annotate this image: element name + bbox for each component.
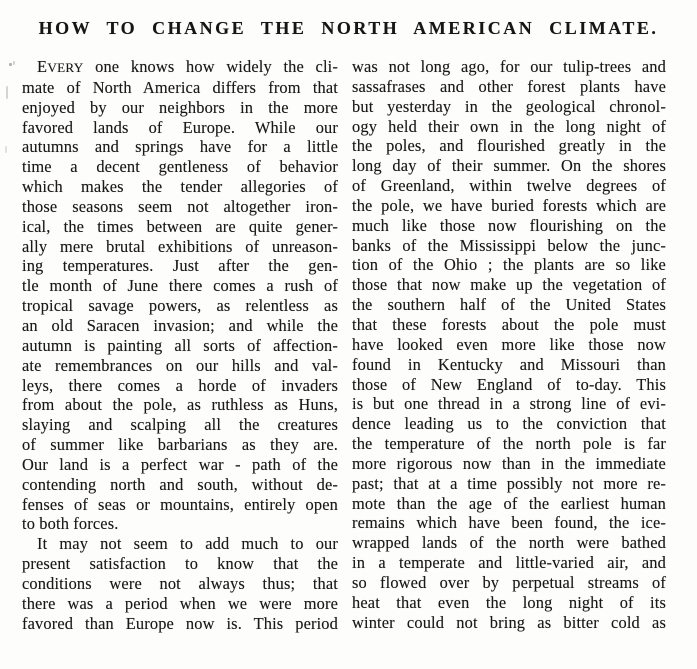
text-line: tropical savage powers, as relentless as bbox=[22, 296, 338, 316]
page-title: HOW TO CHANGE THE NORTH AMERICAN CLIMATE. bbox=[38, 18, 659, 38]
text-line: there was a period when we were more bbox=[22, 593, 338, 613]
text-line: sassafrases and other forest plants have bbox=[352, 76, 666, 96]
text-line: past; that at a time possibly not more re- bbox=[352, 473, 666, 493]
text-line: was not long ago, for our tulip-trees and bbox=[352, 57, 666, 76]
text-line: found in Kentucky and Missouri than bbox=[352, 354, 666, 374]
text-line: those that now make up the vegetation of bbox=[352, 275, 666, 295]
text-column-left bbox=[22, 57, 338, 633]
scan-speck-icon bbox=[6, 86, 8, 99]
text-line: much like those now flourishing on the bbox=[352, 215, 666, 235]
text-line: winter could not bring as bitter cold as bbox=[352, 612, 666, 632]
text-line: enjoyed by our neighbors in the more bbox=[22, 97, 338, 117]
text-line: favored than Europe now is. This period bbox=[22, 613, 338, 633]
text-line: but yesterday in the geological chronol- bbox=[352, 96, 666, 116]
text-column-right bbox=[352, 57, 666, 632]
scan-speck-icon bbox=[5, 146, 7, 153]
text-line: an old Saracen invasion; and while the bbox=[22, 315, 338, 335]
text-line: remains which have been found, the ice- bbox=[352, 513, 666, 533]
text-line: that these forests about the pole must bbox=[352, 314, 666, 334]
text-line: autumns and springs have for a little bbox=[22, 137, 338, 157]
text-line: those of New England of to-day. This bbox=[352, 374, 666, 394]
scan-speck-icon bbox=[13, 61, 15, 65]
text-line: ally mere brutal exhibitions of unreason- bbox=[22, 236, 338, 256]
text-line: those seasons seem not altogether iron- bbox=[22, 196, 338, 216]
text-line: long day of their summer. On the shores bbox=[352, 156, 666, 176]
text-line: conditions were not always thus; that bbox=[22, 573, 338, 593]
text-line: contending north and south, without de- bbox=[22, 474, 338, 494]
text-line: more rigorous now than in the immediate bbox=[352, 453, 666, 473]
text-line: have looked even more like those now bbox=[352, 334, 666, 354]
text-line: is but one thread in a strong line of evi- bbox=[352, 394, 666, 414]
text-line: dence leading us to the conviction that bbox=[352, 414, 666, 434]
text-line: It may not seem to add much to our bbox=[37, 534, 338, 554]
text-line: slaying and scalping all the creatures bbox=[22, 415, 338, 435]
text-line: Our land is a perfect war - path of the bbox=[22, 454, 338, 474]
text-line: heat that even the long night of its bbox=[352, 592, 666, 612]
text-line: to both forces. bbox=[22, 514, 119, 534]
text-line: fenses of seas or mountains, entirely open bbox=[22, 494, 338, 514]
text-line: mote than the age of the earliest human bbox=[352, 493, 666, 513]
text-line: autumn is painting all sorts of affection- bbox=[22, 335, 338, 355]
text-line: of Greenland, within twelve degrees of bbox=[352, 176, 666, 196]
text-line: ical, the times between are quite gener- bbox=[22, 216, 338, 236]
text-line: ogy held their own in the long night of bbox=[352, 116, 666, 136]
text-line: of summer like barbarians as they are. bbox=[22, 435, 338, 455]
text-line: banks of the Mississippi below the junc- bbox=[352, 235, 666, 255]
text-line: the pole, we have buried forests which are bbox=[352, 195, 666, 215]
scan-speck-icon bbox=[9, 63, 12, 66]
text-line: the temperature of the north pole is far bbox=[352, 434, 666, 454]
text-line: so flowed over by perpetual streams of bbox=[352, 572, 666, 592]
text-line: favored lands of Europe. While our bbox=[22, 117, 338, 137]
lead-word: EVERY bbox=[37, 57, 84, 76]
text-line: EVERY one knows how widely the cli- bbox=[37, 57, 338, 76]
text-line: in a temperate and little-varied air, and bbox=[352, 553, 666, 573]
text-line: present satisfaction to know that the bbox=[22, 554, 338, 574]
text-line: the southern half of the United States bbox=[352, 295, 666, 315]
text-line: time a decent gentleness of behavior bbox=[22, 157, 338, 177]
text-line: wrapped lands of the north were bathed bbox=[352, 533, 666, 553]
text-line: mate of North America differs from that bbox=[22, 77, 338, 97]
text-line: which makes the tender allegories of bbox=[22, 177, 338, 197]
text-line: tion of the Ohio ; the plants are so like bbox=[352, 255, 666, 275]
text-line: tle month of June there comes a rush of bbox=[22, 276, 338, 296]
text-line: ing temperatures. Just after the gen- bbox=[22, 256, 338, 276]
text-line: from about the pole, as ruthless as Huns, bbox=[22, 395, 338, 415]
text-line: ate remembrances on our hills and val- bbox=[22, 355, 338, 375]
text-line: the poles, and flourished greatly in the bbox=[352, 136, 666, 156]
text-line: leys, there comes a horde of invaders bbox=[22, 375, 338, 395]
